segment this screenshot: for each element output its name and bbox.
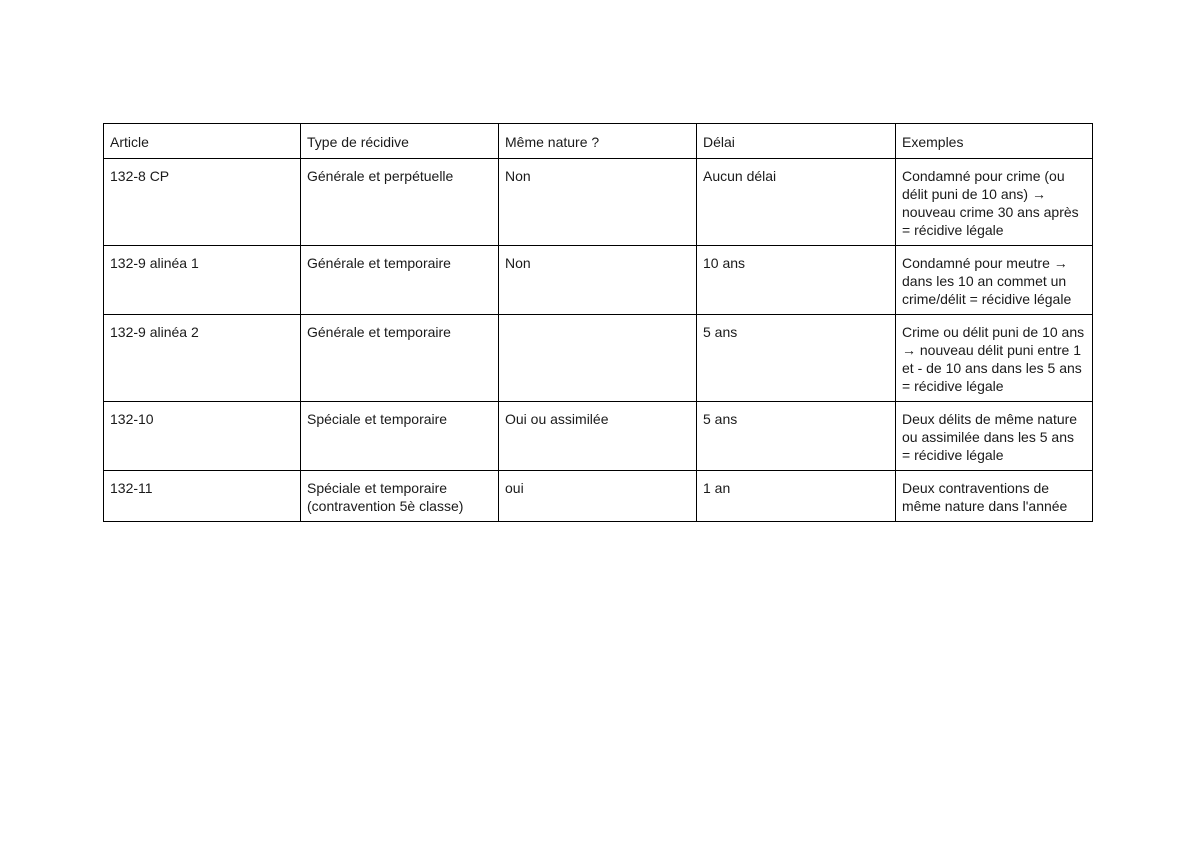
header-delai: Délai bbox=[697, 124, 896, 159]
table-header bbox=[104, 124, 1093, 159]
cell-delai: 5 ans bbox=[697, 315, 896, 402]
cell-meme-nature: Oui ou assimilée bbox=[499, 402, 697, 471]
cell-type: Spéciale et temporaire (contravention 5è classe) bbox=[301, 471, 499, 522]
cell-type: Générale et perpétuelle bbox=[301, 159, 499, 246]
header-exemples: Exemples bbox=[896, 124, 1093, 159]
table-body bbox=[104, 159, 1093, 522]
cell-type: Spéciale et temporaire bbox=[301, 402, 499, 471]
cell-delai: 10 ans bbox=[697, 246, 896, 315]
recidive-table bbox=[103, 123, 1093, 522]
table-row bbox=[104, 402, 1093, 471]
cell-exemples: Deux contraventions de même nature dans l'année bbox=[896, 471, 1093, 522]
cell-meme-nature: oui bbox=[499, 471, 697, 522]
table-row bbox=[104, 159, 1093, 246]
cell-delai: 1 an bbox=[697, 471, 896, 522]
table-row bbox=[104, 471, 1093, 522]
table-row bbox=[104, 246, 1093, 315]
cell-type: Générale et temporaire bbox=[301, 315, 499, 402]
cell-article: 132-10 bbox=[104, 402, 301, 471]
cell-meme-nature: Non bbox=[499, 159, 697, 246]
cell-delai: Aucun délai bbox=[697, 159, 896, 246]
cell-article: 132-8 CP bbox=[104, 159, 301, 246]
cell-exemples: Crime ou délit puni de 10 ans → nouveau délit puni entre 1 et - de 10 ans dans les 5 ans = récidive légale bbox=[896, 315, 1093, 402]
cell-delai: 5 ans bbox=[697, 402, 896, 471]
header-type-de-recidive: Type de récidive bbox=[301, 124, 499, 159]
cell-exemples: Condamné pour crime (ou délit puni de 10 ans) → nouveau crime 30 ans après = récidive légale bbox=[896, 159, 1093, 246]
cell-article: 132-11 bbox=[104, 471, 301, 522]
cell-exemples: Deux délits de même nature ou assimilée dans les 5 ans = récidive légale bbox=[896, 402, 1093, 471]
cell-article: 132-9 alinéa 1 bbox=[104, 246, 301, 315]
header-row bbox=[104, 124, 1093, 159]
cell-meme-nature: Non bbox=[499, 246, 697, 315]
table-row bbox=[104, 315, 1093, 402]
header-article: Article bbox=[104, 124, 301, 159]
header-meme-nature: Même nature ? bbox=[499, 124, 697, 159]
cell-type: Générale et temporaire bbox=[301, 246, 499, 315]
cell-article: 132-9 alinéa 2 bbox=[104, 315, 301, 402]
cell-exemples: Condamné pour meutre → dans les 10 an commet un crime/délit = récidive légale bbox=[896, 246, 1093, 315]
cell-meme-nature bbox=[499, 315, 697, 402]
